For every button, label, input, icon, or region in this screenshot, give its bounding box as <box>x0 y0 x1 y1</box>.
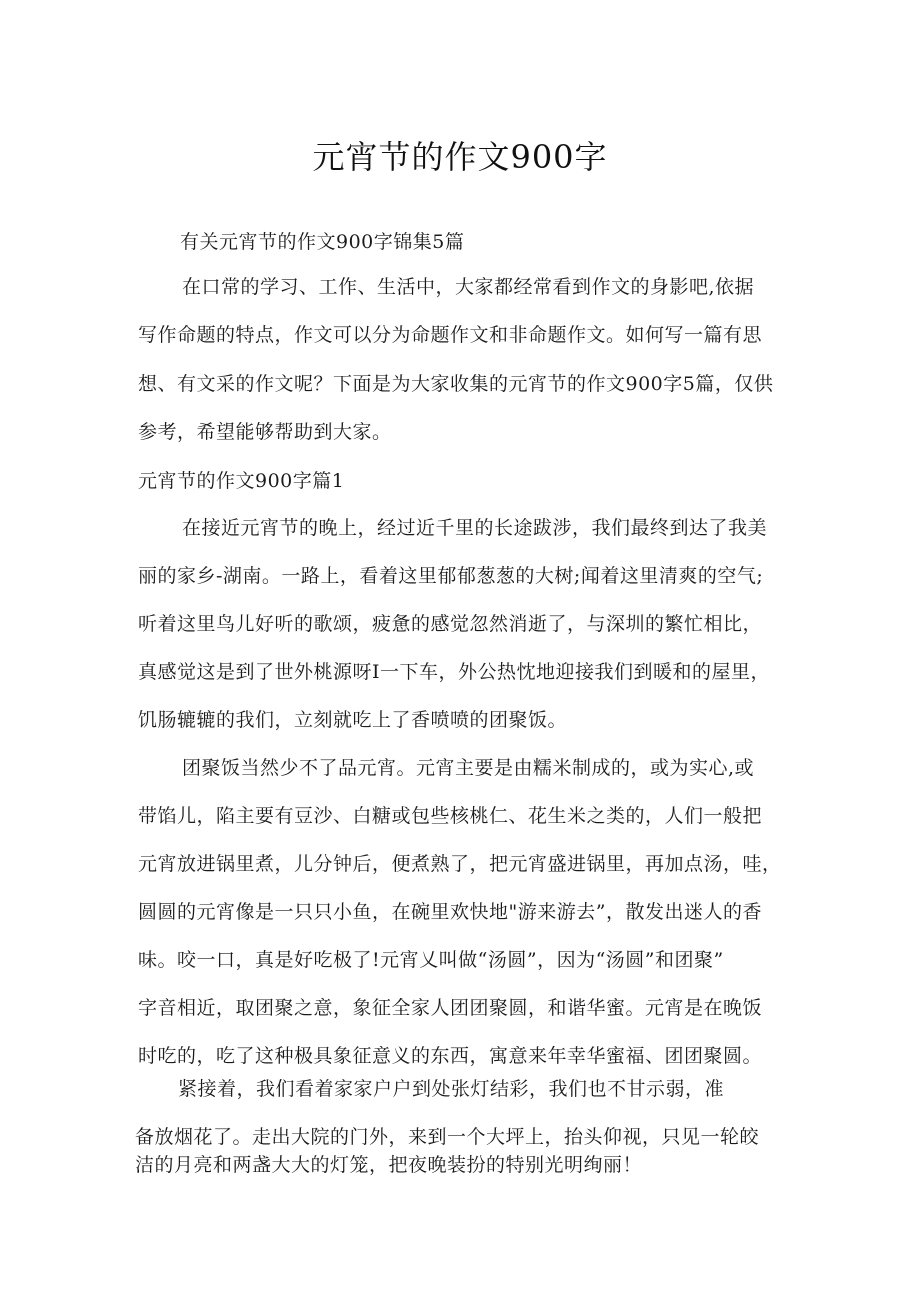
paragraph-line: 圆圆的元宵像是一只只小鱼，在碗里欢快地"游来游去”，散发出迷人的香 <box>138 901 762 923</box>
paragraph-line: 味。咬一口，真是好吃极了!元宵乂叫做“汤圆”，因为“汤圆”和团聚” <box>138 949 724 971</box>
intro-line: 写作命题的特点，作文可以分为命题作文和非命题作文。如何写一篇有思 <box>138 324 763 346</box>
intro-line: 参考，希望能够帮助到大家。 <box>138 421 392 443</box>
paragraph-line: 洁的月亮和两盏大大的灯笼，把夜晚装扮的特别光明绚丽！ <box>135 1154 643 1176</box>
paragraph-line: 备放烟花了。走出大院的门外，来到一个大坪上，抬头仰视，只见一轮皎 <box>135 1126 760 1148</box>
paragraph-line: 紧接着，我们看着家家户户到处张灯结彩，我们也不甘示弱，准 <box>178 1078 725 1100</box>
paragraph-line: 带馅儿，陷主要有豆沙、白糖或包些核桃仁、花生米之类的，人们一般把 <box>138 805 763 827</box>
section-heading: 元宵节的作文900字篇1 <box>138 470 345 492</box>
paragraph-line: 团聚饭当然少不了品元宵。元宵主要是由糯米制成的，或为实心,或 <box>182 757 755 779</box>
intro-line: 想、有文采的作文呢？下面是为大家收集的元宵节的作文900字5篇，仅供 <box>138 373 774 395</box>
paragraph-line: 饥肠辘辘的我们，立刻就吃上了香喷喷的团聚饭。 <box>138 709 568 731</box>
paragraph-line: 字音相近，取团聚之意，象征全家人团团聚圆，和谐华蜜。元宵是在晚饭 <box>138 997 763 1019</box>
paragraph-line: 在接近元宵节的晚上，经过近千里的长途跋涉，我们最终到达了我美 <box>182 517 768 539</box>
document-subtitle: 有关元宵节的作文900字锦集5篇 <box>180 231 465 253</box>
paragraph-line: 听着这里鸟儿好听的歌颂，疲惫的感觉忽然消逝了，与深圳的繁忙相比， <box>138 613 763 635</box>
paragraph-line: 真感觉这是到了世外桃源呀I一下车，外公热忱地迎接我们到暖和的屋里， <box>138 661 771 683</box>
paragraph-line: 丽的家乡-湖南。一路上，看着这里郁郁葱葱的大树;闻着这里清爽的空气; <box>138 565 764 587</box>
intro-line: 在口常的学习、工作、生活中，大家都经常看到作文的身影吧,依据 <box>182 276 755 298</box>
paragraph-line: 元宵放进锅里煮，儿分钟后，便煮熟了，把元宵盛进锅里，再加点汤，哇， <box>138 853 782 875</box>
document-title: 元宵节的作文900字 <box>312 138 608 176</box>
paragraph-line: 时吃的，吃了这种极具象征意义的东西，寓意来年幸华蜜福、团团聚圆。 <box>138 1045 763 1067</box>
